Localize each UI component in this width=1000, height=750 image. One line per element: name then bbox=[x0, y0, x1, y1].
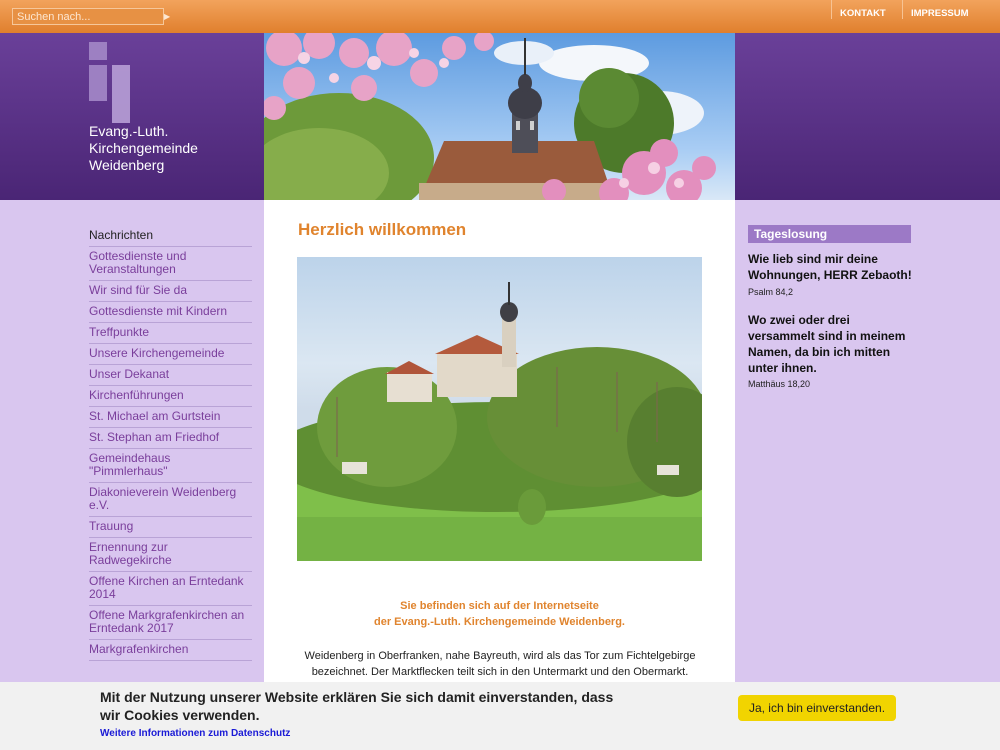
search-box bbox=[12, 8, 171, 25]
privacy-info-link[interactable]: Weitere Informationen zum Datenschutz bbox=[100, 728, 291, 739]
top-bar bbox=[0, 0, 1000, 33]
nav-item-nachrichten[interactable]: Nachrichten bbox=[89, 226, 252, 247]
nav-item-gottesdienste-veranstaltungen[interactable]: Gottesdienste und Veranstaltungen bbox=[89, 247, 252, 281]
logo-square-icon[interactable] bbox=[89, 42, 107, 60]
losung-verse-1: Wie lieb sind mir deine Wohnungen, HERR Zebaoth! bbox=[748, 252, 912, 282]
search-input[interactable] bbox=[13, 9, 163, 24]
intro-line-1: Sie befinden sich auf der Internetseite bbox=[400, 600, 599, 612]
losung-verse-2: Wo zwei oder drei versammelt sind in meinem Namen, da bin ich mitten unter ihnen. bbox=[748, 313, 906, 375]
org-line-1: Evang.-Luth. bbox=[89, 123, 169, 139]
logo-bar-tall-icon[interactable] bbox=[112, 65, 130, 123]
intro-text bbox=[264, 598, 735, 630]
losung-ref-1: Psalm 84,2 bbox=[748, 287, 794, 297]
nav-item-st-stephan[interactable]: St. Stephan am Friedhof bbox=[89, 428, 252, 449]
top-links bbox=[831, 0, 1000, 19]
nav-item-treffpunkte[interactable]: Treffpunkte bbox=[89, 323, 252, 344]
nav-item-gottesdienste-kinder[interactable]: Gottesdienste mit Kindern bbox=[89, 302, 252, 323]
main-navigation bbox=[89, 226, 252, 661]
nav-item-wir-sind-fuer-sie-da[interactable]: Wir sind für Sie da bbox=[89, 281, 252, 302]
org-line-2: Kirchengemeinde bbox=[89, 140, 198, 156]
nav-item-unser-dekanat[interactable]: Unser Dekanat bbox=[89, 365, 252, 386]
search-submit-arrow-icon[interactable]: ▶ bbox=[163, 9, 170, 24]
header-banner-image bbox=[264, 33, 735, 200]
left-sidebar bbox=[0, 200, 264, 682]
cookie-accept-button[interactable]: Ja, ich bin einverstanden. bbox=[738, 695, 896, 721]
nav-item-unsere-kirchengemeinde[interactable]: Unsere Kirchengemeinde bbox=[89, 344, 252, 365]
nav-item-markgrafenkirchen[interactable]: Markgrafenkirchen bbox=[89, 640, 252, 661]
church-landscape-photo bbox=[297, 257, 702, 561]
nav-item-diakonieverein[interactable]: Diakonieverein Weidenberg e.V. bbox=[89, 483, 252, 517]
page-title: Herzlich willkommen bbox=[298, 220, 467, 239]
tageslosung-title: Tageslosung bbox=[748, 225, 911, 243]
kontakt-link[interactable]: KONTAKT bbox=[831, 0, 902, 19]
body-paragraph: Weidenberg in Oberfranken, nahe Bayreuth, wird als das Tor zum Fichtelgebirge bezeichnet. Der Marktflecken teilt sich in den Untermarkt und den Obermarkt. bbox=[304, 650, 696, 678]
cookie-text: Mit der Nutzung unserer Website erklären Sie sich damit einverstanden, dass wir Cookies verwenden. bbox=[100, 689, 614, 723]
header-logo-area bbox=[0, 33, 264, 200]
losung-ref-2: Matthäus 18,20 bbox=[748, 379, 811, 389]
nav-item-markgrafenkirchen-2017[interactable]: Offene Markgrafenkirchen an Erntedank 2017 bbox=[89, 606, 252, 640]
org-line-3: Weidenberg bbox=[89, 157, 165, 173]
logo-bar-icon[interactable] bbox=[89, 65, 107, 101]
cookie-banner bbox=[0, 682, 1000, 750]
right-sidebar bbox=[735, 200, 1000, 682]
impressum-link[interactable]: IMPRESSUM bbox=[902, 0, 1000, 19]
nav-item-offene-kirchen-2014[interactable]: Offene Kirchen an Erntedank 2014 bbox=[89, 572, 252, 606]
nav-item-radwegekirche[interactable]: Ernennung zur Radwegekirche bbox=[89, 538, 252, 572]
nav-item-trauung[interactable]: Trauung bbox=[89, 517, 252, 538]
header-right-area bbox=[735, 33, 1000, 200]
nav-item-kirchenfuehrungen[interactable]: Kirchenführungen bbox=[89, 386, 252, 407]
nav-item-gemeindehaus[interactable]: Gemeindehaus "Pimmlerhaus" bbox=[89, 449, 252, 483]
nav-item-st-michael[interactable]: St. Michael am Gurtstein bbox=[89, 407, 252, 428]
organization-name[interactable] bbox=[89, 123, 259, 174]
main-content bbox=[264, 200, 735, 682]
intro-line-2: der Evang.-Luth. Kirchengemeinde Weidenberg. bbox=[373, 616, 625, 628]
